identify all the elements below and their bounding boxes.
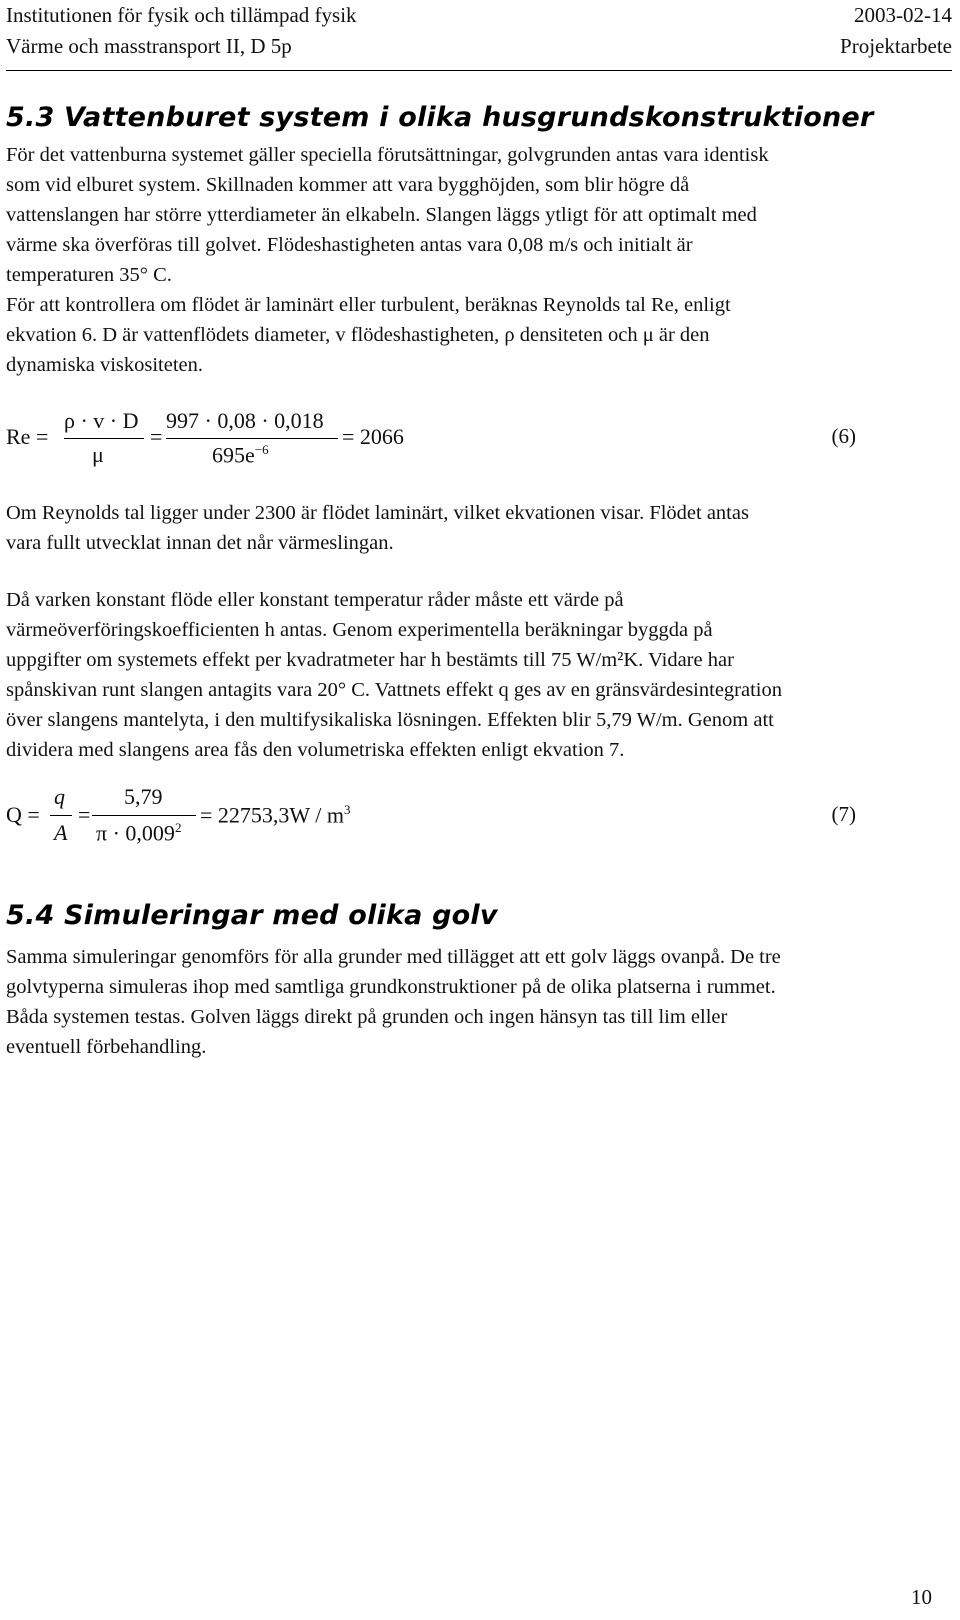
text-line: Då varken konstant flöde eller konstant temperatur råder måste ett värde på: [6, 589, 624, 611]
eq7-equals: =: [78, 802, 91, 827]
eq6-den2-exponent: −6: [254, 442, 269, 457]
text-line: dynamiska viskositeten.: [6, 354, 204, 376]
equation-7: [6, 784, 856, 884]
section-heading-5-3: 5.3 Vattenburet system i olika husgrundskonstruktioner: [6, 102, 874, 133]
eq7-numerator-1: q: [54, 784, 65, 809]
text-line: uppgifter om systemets effekt per kvadratmeter har h bestämts till 75 W/m²K. Vidare har: [6, 649, 734, 671]
eq6-lhs: Re =: [6, 424, 49, 449]
eq6-den2-base: 695e: [212, 442, 255, 468]
header-institution: Institutionen för fysik och tillämpad fysik: [6, 3, 357, 27]
text-line: vara fullt utvecklat innan det når värmeslingan.: [6, 532, 394, 554]
eq6-result: = 2066: [342, 424, 404, 449]
eq7-denominator-1: A: [54, 820, 68, 845]
text-line: eventuell förbehandling.: [6, 1036, 207, 1058]
text-line: Samma simuleringar genomförs för alla grunder med tillägget att ett golv läggs ovanpå. De tre: [6, 946, 781, 968]
header-rule: [6, 70, 952, 71]
eq7-result-exponent: 3: [344, 802, 351, 817]
text-line: vattenslangen har större ytterdiameter än elkabeln. Slangen läggs ytligt för att optimalt med: [6, 204, 757, 226]
eq7-result-base: = 22753,3W / m: [200, 802, 344, 828]
eq6-fraction-bar-2: [166, 438, 338, 439]
paragraph-intro: [6, 140, 886, 380]
page-header: [6, 0, 952, 62]
eq7-lhs: Q =: [6, 802, 40, 827]
eq6-numerator-2: 997 · 0,08 · 0,018: [166, 408, 324, 433]
page-number: 10: [911, 1585, 932, 1609]
eq7-den2-exponent: 2: [174, 820, 182, 835]
text-line: som vid elburet system. Skillnaden kommer att vara bygghöjden, som blir högre då: [6, 174, 690, 196]
eq6-fraction-bar-1: [64, 438, 144, 439]
text-line: Båda systemen testas. Golven läggs direkt på grunden och ingen hänsyn tas till lim eller: [6, 1006, 728, 1028]
text-line: golvtyperna simuleras ihop med samtliga grundkonstruktioner på de olika platserna i rummet.: [6, 976, 776, 998]
eq7-den2-base: π · 0,009: [96, 820, 175, 846]
header-doc-type: Projektarbete: [840, 34, 952, 58]
paragraph-reynolds: [6, 498, 886, 558]
eq7-result: [200, 802, 351, 828]
text-line: ekvation 6. D är vattenflödets diameter, v flödeshastigheten, ρ densiteten och μ är den: [6, 324, 710, 346]
paragraph-heat-transfer: [6, 585, 886, 765]
eq7-denominator-2: [96, 820, 181, 846]
text-line: temperaturen 35° C.: [6, 264, 172, 286]
eq6-number: (6): [831, 424, 856, 448]
eq6-equals: =: [150, 424, 163, 449]
text-line: spånskivan runt slangen antagits vara 20° C. Vattnets effekt q ges av en gränsvärdesintegration: [6, 679, 782, 701]
section-heading-5-4: 5.4 Simuleringar med olika golv: [6, 900, 498, 931]
eq6-denominator-2: [212, 442, 269, 468]
eq7-numerator-2: 5,79: [124, 784, 163, 809]
eq6-numerator-1: ρ · v · D: [64, 408, 139, 433]
text-line: värmeöverföringskoefficienten h antas. Genom experimentella beräkningar byggda på: [6, 619, 713, 641]
eq6-denominator-1: μ: [92, 442, 104, 467]
text-line: värme ska överföras till golvet. Flödeshastigheten antas vara 0,08 m/s och initialt är: [6, 234, 693, 256]
paragraph-floors: [6, 942, 886, 1062]
equation-6: [6, 408, 856, 508]
text-line: Om Reynolds tal ligger under 2300 är flödet laminärt, vilket ekvationen visar. Flödet antas: [6, 502, 749, 524]
header-course: Värme och masstransport II, D 5p: [6, 34, 292, 58]
text-line: över slangens mantelyta, i den multifysikaliska lösningen. Effekten blir 5,79 W/m. Genom att: [6, 709, 774, 731]
eq7-fraction-bar-1: [50, 815, 72, 816]
eq7-fraction-bar-2: [92, 815, 196, 816]
text-line: dividera med slangens area fås den volumetriska effekten enligt ekvation 7.: [6, 739, 625, 761]
eq7-number: (7): [831, 802, 856, 826]
text-line: För att kontrollera om flödet är laminärt eller turbulent, beräknas Reynolds tal Re, enligt: [6, 294, 731, 316]
text-line: För det vattenburna systemet gäller speciella förutsättningar, golvgrunden antas vara identisk: [6, 144, 769, 166]
header-date: 2003-02-14: [854, 3, 952, 27]
